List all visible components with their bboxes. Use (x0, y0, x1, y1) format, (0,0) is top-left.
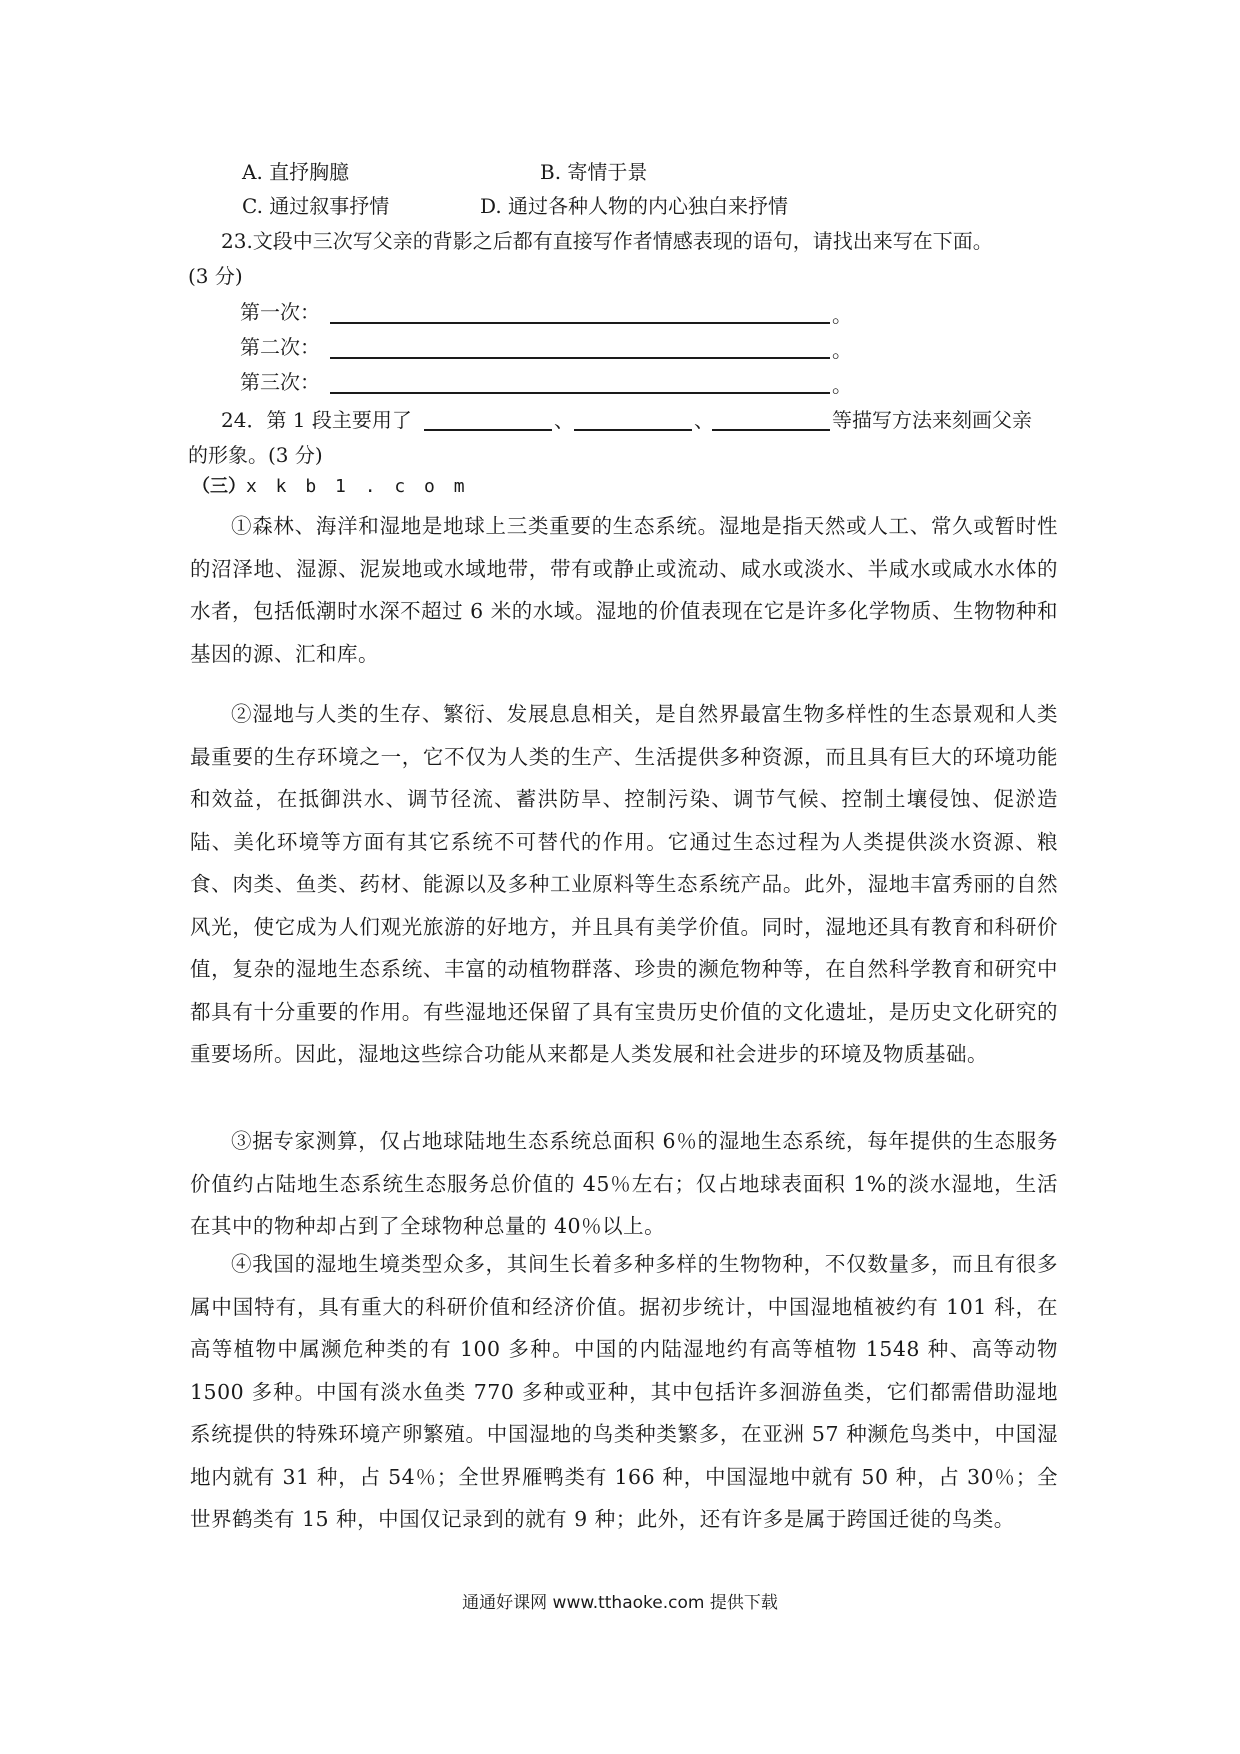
paragraph-2-text: ②湿地与人类的生存、繁衍、发展息息相关，是自然界最富生物多样性的生态景观和人类最重要的生存环境之一，它不仅为人类的生产、生活提供多种资源，而且具有巨大的环境功能和效益，在抵御洪水、调节径流、蓄洪防旱、控制污染、调节气候、控制土壤侵蚀、促淤造陆、美化环境等方面有其它系统不可替代的作用。它通过生态过程为人类提供淡水资源、粮食、肉类、鱼类、药材、能源以及多种工业原料等生态系统产品。此外，湿地丰富秀丽的自然风光，使它成为人们观光旅游的好地方，并且具有美学价值。同时，湿地还具有教育和科研价值，复杂的湿地生态系统、丰富的动植物群落、珍贵的濒危物种等，在自然科学教育和研究中都具有十分重要的作用。有些湿地还保留了具有宝贵历史价值的文化遗址，是历史文化研究的重要场所。因此，湿地这些综合功能从来都是人类发展和社会进步的环境及物质基础。 (190, 702, 1058, 1066)
question-24-suffix: 等描写方法来刻画父亲 (832, 408, 1032, 432)
answer-line-1-label: 第一次： (240, 300, 320, 324)
q24-sep-2: 、 (694, 408, 714, 432)
question-24-line2: 的形象。(3 分) (188, 443, 323, 467)
section-marker: （三） (192, 476, 246, 497)
option-c: C. 通过叙事抒情 (242, 194, 390, 218)
option-b: B. 寄情于景 (540, 160, 648, 184)
q24-blank-3[interactable] (712, 429, 830, 431)
passage-paragraph-2 (190, 693, 1058, 1076)
page-footer: 通通好课网 www.tthaoke.com 提供下载 (462, 1593, 778, 1613)
q24-blank-2[interactable] (574, 429, 692, 431)
question-23-score: (3 分) (188, 264, 243, 288)
section-watermark: x k b 1 . c o m (246, 476, 469, 497)
option-d: D. 通过各种人物的内心独白来抒情 (480, 194, 789, 218)
question-24-prefix: 24．第 1 段主要用了 (221, 408, 412, 432)
passage-paragraph-3 (190, 1120, 1058, 1248)
answer-line-2-end: 。 (832, 338, 852, 362)
answer-line-2-label: 第二次： (240, 335, 320, 359)
answer-line-2[interactable] (330, 357, 830, 359)
answer-line-1-end: 。 (832, 303, 852, 327)
passage-paragraph-4 (190, 1243, 1058, 1541)
answer-line-3-end: 。 (832, 373, 852, 397)
paragraph-3-text: ③据专家测算，仅占地球陆地生态系统总面积 6％的湿地生态系统，每年提供的生态服务价值约占陆地生态系统生态服务总价值的 45％左右；仅占地球表面积 1%的淡水湿地，生活在其中的物种却占到了全球物种总量的 40％以上。 (190, 1129, 1058, 1238)
section-header (192, 472, 469, 502)
answer-line-1[interactable] (330, 322, 830, 324)
answer-line-3[interactable] (330, 392, 830, 394)
passage-paragraph-1 (190, 505, 1058, 675)
question-23-text: 23.文段中三次写父亲的背影之后都有直接写作者情感表现的语句，请找出来写在下面。 (221, 229, 993, 253)
option-a: A. 直抒胸臆 (242, 160, 350, 184)
paragraph-1-text: ①森林、海洋和湿地是地球上三类重要的生态系统。湿地是指天然或人工、常久或暂时性的沼泽地、湿源、泥炭地或水域地带，带有或静止或流动、咸水或淡水、半咸水或咸水水体的水者，包括低潮时水深不超过 6 米的水域。湿地的价值表现在它是许多化学物质、生物物种和基因的源、汇和库。 (190, 514, 1058, 666)
answer-line-3-label: 第三次： (240, 370, 320, 394)
q24-blank-1[interactable] (424, 429, 552, 431)
paragraph-4-text: ④我国的湿地生境类型众多，其间生长着多种多样的生物物种，不仅数量多，而且有很多属中国特有，具有重大的科研价值和经济价值。据初步统计，中国湿地植被约有 101 科，在高等植物中属濒危种类的有 100 多种。中国的内陆湿地约有高等植物 1548 种、高等动物 1500 多种。中国有淡水鱼类 770 多种或亚种，其中包括许多洄游鱼类，它们都需借助湿地系统提供的特殊环境产卵繁殖。中国湿地的鸟类种类繁多，在亚洲 57 种濒危鸟类中，中国湿地内就有 31 种，占 54％；全世界雁鸭类有 166 种，中国湿地中就有 50 种，占 30％；全世界鹤类有 15 种，中国仅记录到的就有 9 种；此外，还有许多是属于跨国迁徙的鸟类。 (190, 1252, 1058, 1531)
q24-sep-1: 、 (554, 408, 574, 432)
